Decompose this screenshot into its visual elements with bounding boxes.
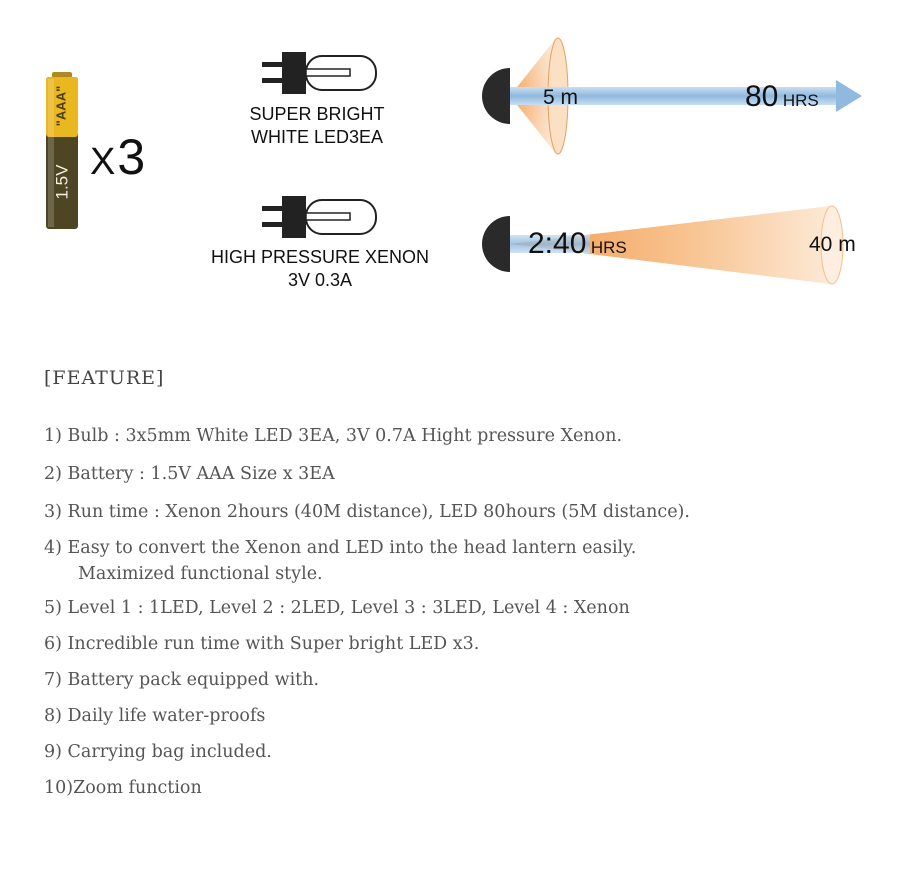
- battery-count: 3: [117, 129, 148, 185]
- battery-size-label: "AAA": [53, 85, 69, 127]
- feature-item: 1) Bulb : 3x5mm White LED 3EA, 3V 0.7A Hight pressure Xenon.: [44, 426, 623, 446]
- xenon-runtime-value: 2:40: [528, 227, 587, 260]
- feature-title: [FEATURE]: [44, 367, 165, 389]
- xenon-lamp-head-icon: [482, 216, 510, 272]
- xenon-label-line2: 3V 0.3A: [287, 270, 353, 290]
- feature-item: 6) Incredible run time with Super bright LED x3.: [44, 634, 480, 654]
- feature-item: 7) Battery pack equipped with.: [44, 670, 320, 690]
- xenon-distance-label: 40 m: [809, 233, 856, 256]
- battery-icon: [44, 72, 80, 230]
- led-bulb-icon: [262, 48, 380, 98]
- led-lamp-head-icon: [482, 68, 510, 124]
- led-label-line1: SUPER BRIGHT: [249, 104, 385, 124]
- feature-item: 5) Level 1 : 1LED, Level 2 : 2LED, Level 3 : 3LED, Level 4 : Xenon: [44, 598, 630, 618]
- led-label-line2: WHITE LED3EA: [250, 127, 384, 147]
- feature-item: 10)Zoom function: [44, 778, 202, 798]
- battery-voltage-label: 1.5V: [52, 164, 72, 200]
- led-runtime-unit: HRS: [782, 91, 819, 110]
- diagram-area: [0, 0, 920, 330]
- feature-item: 8) Daily life water-proofs: [44, 706, 266, 726]
- feature-list: [44, 426, 904, 814]
- led-distance-label: 5 m: [543, 86, 579, 109]
- feature-item: 4) Easy to convert the Xenon and LED into the head lantern easily.: [44, 538, 637, 558]
- xenon-runtime-label: [528, 227, 627, 261]
- feature-item: 3) Run time : Xenon 2hours (40M distance), LED 80hours (5M distance).: [44, 502, 690, 522]
- multiplier-symbol: X: [90, 141, 118, 183]
- xenon-runtime-unit: HRS: [590, 238, 627, 257]
- battery-quantity: [90, 128, 147, 186]
- feature-item: 2) Battery : 1.5V AAA Size x 3EA: [44, 464, 335, 484]
- led-bulb-label: [222, 103, 412, 149]
- xenon-label-line1: HIGH PRESSURE XENON: [210, 247, 430, 267]
- feature-item-continuation: Maximized functional style.: [78, 564, 323, 584]
- led-runtime-label: [745, 80, 819, 114]
- xenon-bulb-icon: [262, 192, 380, 242]
- xenon-bulb-label: [190, 246, 450, 292]
- aaa-battery: [44, 72, 80, 235]
- feature-item: 9) Carrying bag included.: [44, 742, 272, 762]
- led-runtime-value: 80: [745, 80, 779, 113]
